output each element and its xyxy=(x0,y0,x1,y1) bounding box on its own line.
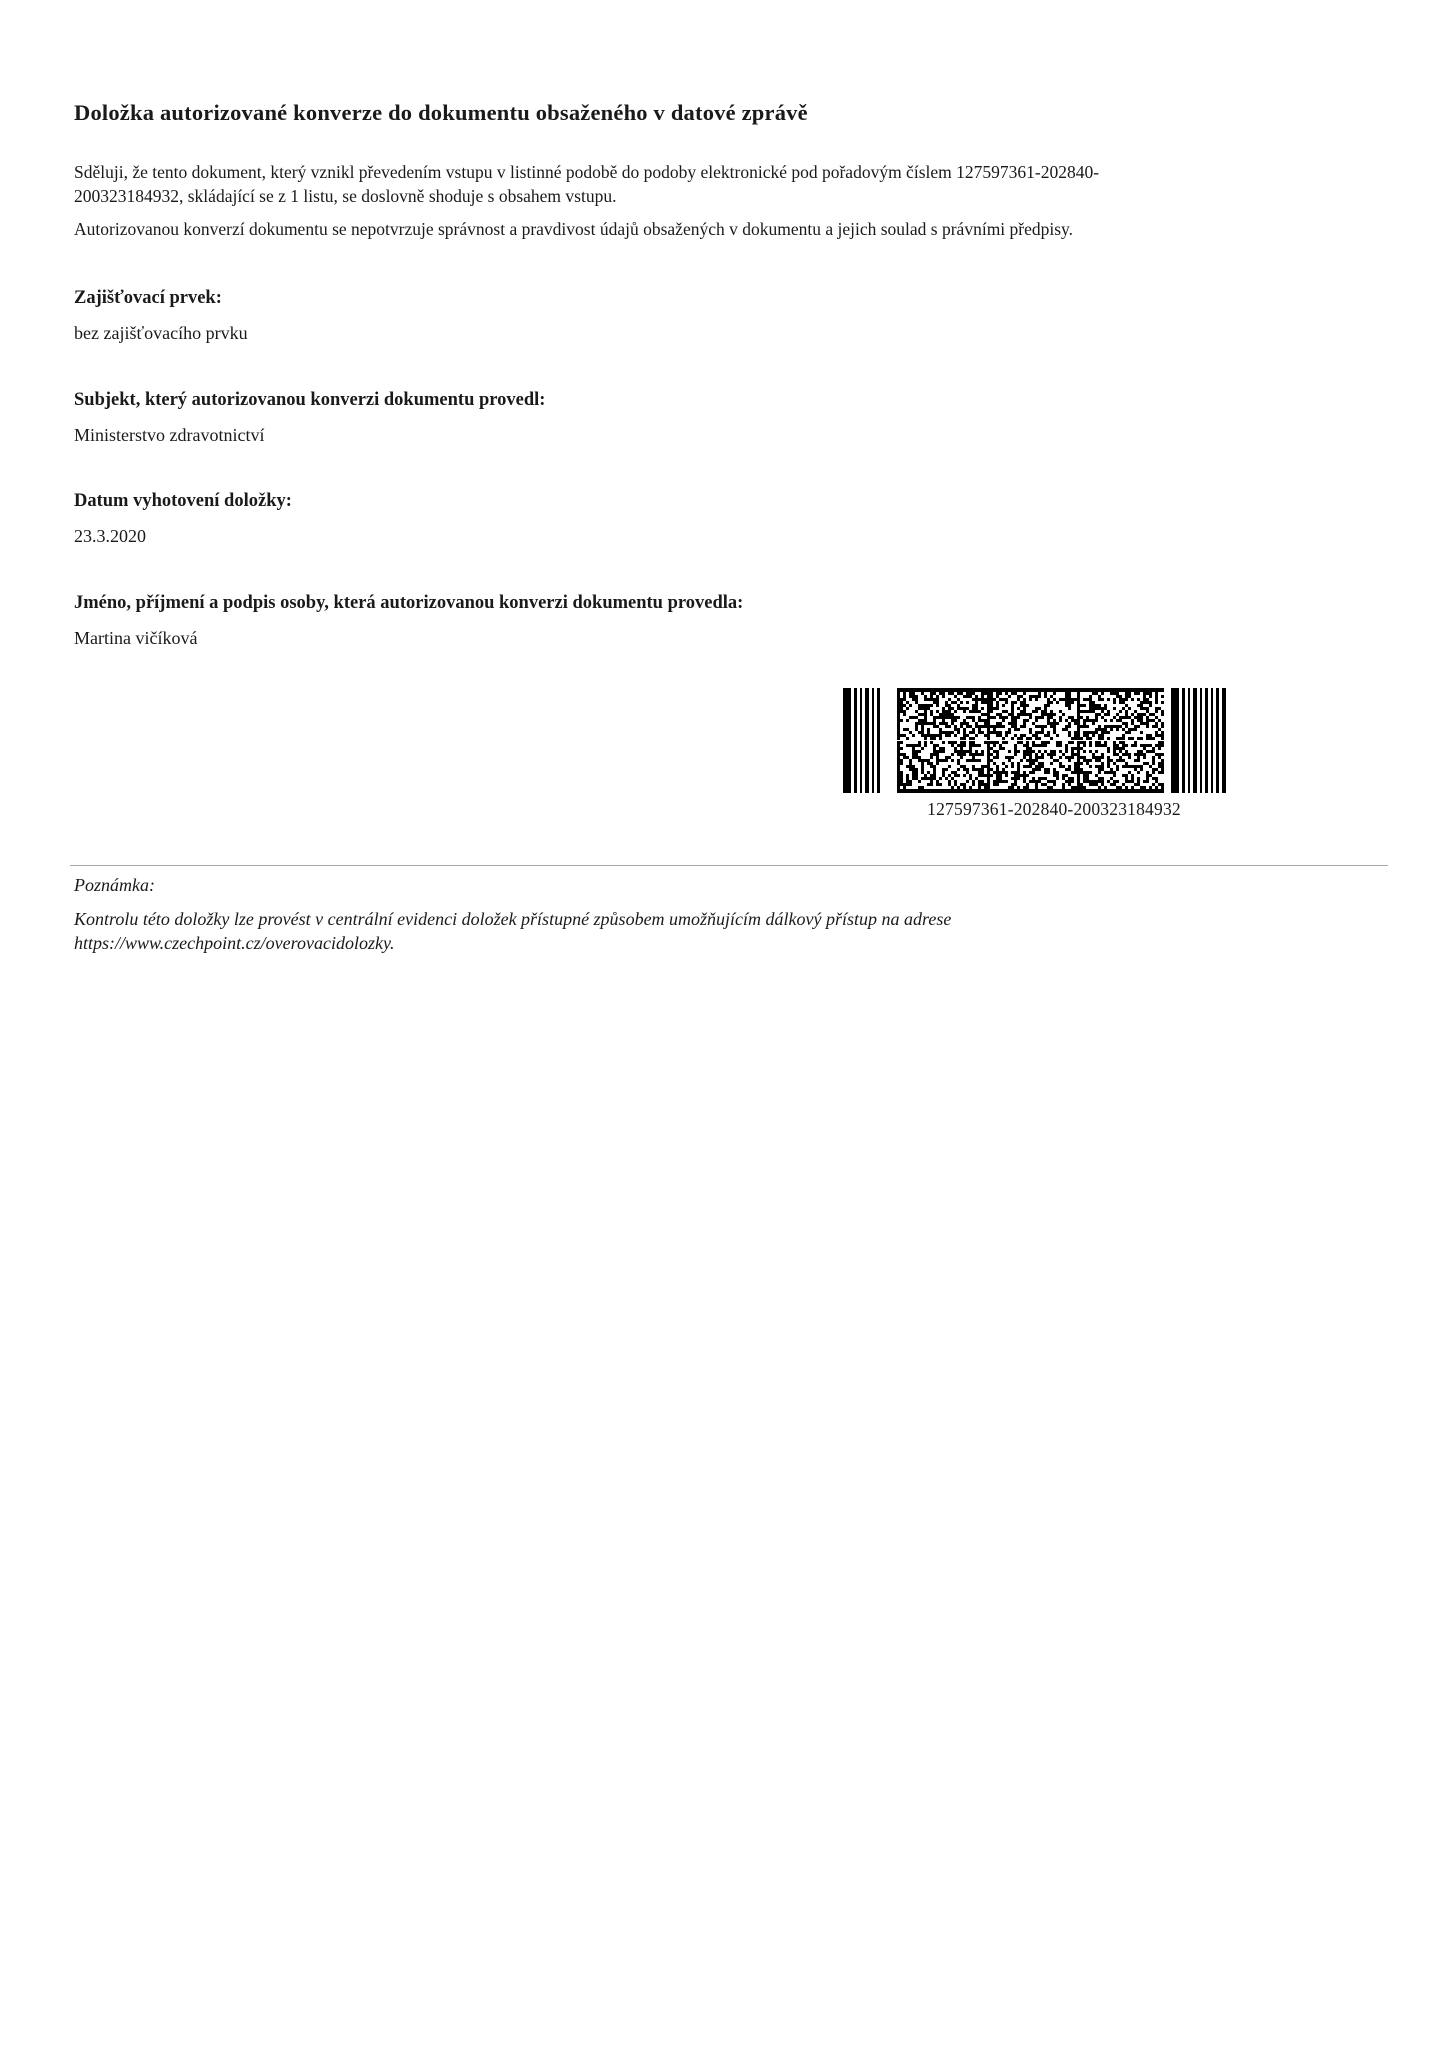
date-value: 23.3.2020 xyxy=(74,526,146,546)
barcode-block xyxy=(843,688,1229,820)
note-text xyxy=(74,907,1374,955)
note-block xyxy=(74,873,1374,955)
person-value: Martina vičíková xyxy=(74,628,198,648)
intro-statement xyxy=(74,160,1374,208)
document-title: Doložka autorizované konverze do dokumentu obsaženého v datové zprávě xyxy=(74,100,808,125)
note-divider xyxy=(70,865,1388,866)
subject-section xyxy=(74,388,1274,447)
subject-label: Subjekt, který autorizovanou konverzi dokumentu provedl: xyxy=(74,390,546,410)
security-element-label: Zajišťovací prvek: xyxy=(74,288,222,308)
disclaimer: Autorizovanou konverzí dokumentu se nepotvrzuje správnost a pravdivost údajů obsažených v dokumentu a jejich soulad s právními předpisy. xyxy=(74,219,1074,239)
date-section xyxy=(74,489,1274,548)
intro-line-2: 200323184932, skládající se z 1 listu, se doslovně shoduje s obsahem vstupu. xyxy=(74,186,617,206)
person-section xyxy=(74,591,1274,650)
date-label: Datum vyhotovení doložky: xyxy=(74,491,292,511)
note-text-line-1: Kontrolu této doložky lze provést v centrální evidenci doložek přístupné způsobem umožňujícím dálkový přístup na adrese xyxy=(74,909,952,929)
intro-block xyxy=(74,160,1374,241)
barcode-image xyxy=(843,688,1229,793)
subject-value: Ministerstvo zdravotnictví xyxy=(74,425,265,445)
intro-line-1: Sděluji, že tento dokument, který vznikl převedením vstupu v listinné podobě do podoby elektronické pod pořadovým číslem 127597361-202840- xyxy=(74,162,1100,182)
note-label: Poznámka: xyxy=(74,875,155,895)
barcode-number: 127597361-202840-200323184932 xyxy=(927,799,1181,819)
person-label: Jméno, příjmení a podpis osoby, která autorizovanou konverzi dokumentu provedla: xyxy=(74,593,744,613)
security-element-value: bez zajišťovacího prvku xyxy=(74,323,248,343)
note-url: https://www.czechpoint.cz/overovacidolozky. xyxy=(74,933,395,953)
security-element-section xyxy=(74,286,1274,345)
